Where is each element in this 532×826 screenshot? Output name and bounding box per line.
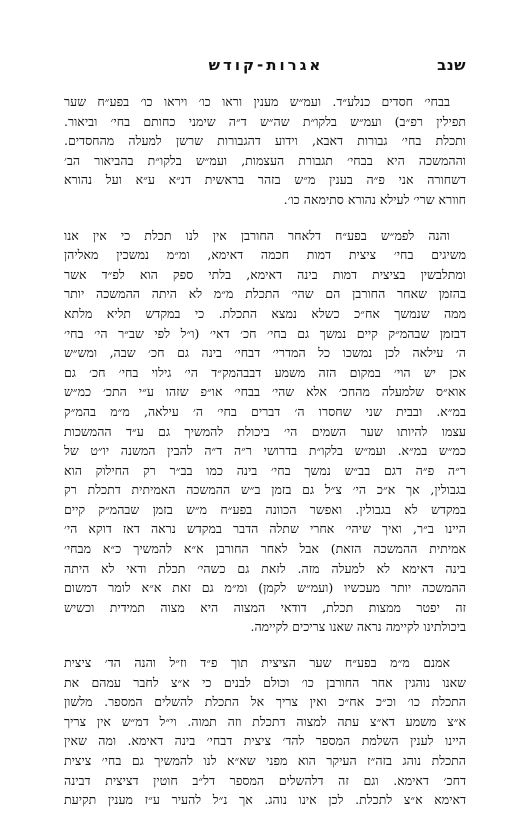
text-line: בגבולין, אך א״כ הי׳ צ״ל גם בזמן ב״ש ההמשכה האמיתית דתכלת רק [64,482,466,498]
paragraph-2 [64,226,466,637]
text-line: חוורא שרי׳ לעילא נהורא סתימאה כו׳. [283,191,466,207]
text-line: א״צ משמע דא״צ עתה למצוה דתכלת וזה תמוה. וי״ל דמ״ש אין צריך [64,713,466,729]
text-line: ותכלת בחי׳ גבורות דאבא, וידוע דהגבורות שרשן למעלה מהחסדים. [64,133,466,149]
text-line: היינו לענין השלמת המספר להד׳ ציצית דבחי׳ בינה דאימא. ומה שאין [64,733,466,749]
text-line: היינו ב״ר, ואיך שיהי׳ אחרי שתלה הדבר במקדש נראה דאז דוקא הי׳ [64,521,466,537]
text-line: ביכולתינו לקיימה נראה שאנו צריכים לקיימה. [250,619,466,635]
text-line: דשחורה אני פ״ה בענין מ״ש בזהר בראשית דנ״א ע״א ועל נהורא [64,172,466,188]
text-line: עצמו להיותו שער השמים הי׳ ביכולת להמשיך גם ע״ד ההמשכות [64,423,466,439]
text-line: במ״א. ובבית שני שחסרו ה׳ דברים בחי׳ ה׳ עילאה, מ״מ בהמ״ק [64,403,466,419]
text-line: בינה דאימא לא למעלה מזה. לזאת גם כשהי׳ תכלת ודאי לא היתה [64,560,466,576]
text-line: ההמשכה יותר מעכשיו (ועמ״ש לקמן) ומ״מ גם זאת א״א לומר דמשום [64,580,466,596]
text-line: וההמשכה היא בבחי׳ תגבורת העצמות, ועמ״ש בלקו״ת בהביאור הב׳ [64,152,466,168]
text-line: דבזמן שבהמ״ק קיים נמשך גם בחי׳ חכ׳ דאי׳ (ו״ל לפי שב״ר הי׳ בחי׳ [64,325,466,341]
text-line: אמיתית ההמשכה הזאת) אבל לאחר החורבן א״א להמשיך כ״א מבחי׳ [64,541,466,557]
text-line: שאנו נוהגין אחר החורבן כו׳ וכולם לבנים כי א״צ לחבר עמהם את [64,674,466,690]
text-line: זה יפטר ממצות תכלת, דודאי המצוה היא מצוה תמידית וכשיש [64,599,466,615]
text-line: דחכ׳ דאימא. וגם זה דלהשלים המספר דל״ב חוטין דציצית דבינה [64,772,466,788]
paragraph-3 [64,653,466,810]
text-line: דאימא א״צ לתכלת. לכן אינו נוהג. אך נ״ל להעיר ע״ז מענין תקיעת [64,792,466,808]
text-line: והנה לפמ״ש בפע״ח דלאחר החורבן אין לנו תכלת כי אין אנו [64,227,450,243]
text-line: בבחי׳ חסדים כנלע״ד. ועמ״ש מענין וראו כו׳ ויראו כו׳ בפע״ח שער [64,94,450,109]
text-line: ממה שנמשך אח״כ כשלא נמצא התכלת. כי במקדש תליא מלתא [64,305,466,321]
text-line: התכלת נוהג בזה״ז העיקר הוא מפני שא״א לנו להמשיך גם בחי׳ ציצית [64,753,466,768]
paragraph-1 [64,92,466,210]
text-line: בהזמן שאחר החורבן הם שהי׳ התכלת מ״מ לא היתה ההמשכה יותר [64,286,466,302]
text-line: תפילין רפ״ב) ועמ״ש בלקו״ת שה״ש ד״ה שימני כחותם בחי׳ וביאור. [64,113,466,129]
page-header [66,54,466,76]
running-title: אגרות-קודש [208,56,324,74]
text-line: אמנם מ״מ בפע״ח שער הציצית תוך פ״ד וז״ל והנה הד׳ ציצית [64,655,450,671]
text-line: אכן יש הוי׳ במקום הזה משמע דבבהמק״ד הי׳ גילוי בחי׳ חכ׳ גם [64,364,466,380]
text-line: משיגים בחי׳ ציצית דמות חכמה דאימא, ומ״מ נמשכין מאליהן [64,247,466,263]
text-line: ומתלבשין בציצית דמות בינה דאימא, בלתי ספק הוא לפ״ד אשר [64,266,466,282]
text-line: התכלת כו׳ וכ״כ אח״כ ואין צריך אל התכלת להשלים המספר. מלשון [64,694,466,710]
text-line: במקדש לא בגבולין. ואפשר הכוונה בפע״ח מ״ש בזמן שבהמ״ק קיים [64,501,466,517]
body-text [64,92,466,826]
page-number: שנב [437,56,466,74]
text-line: ה׳ עילאה לכן נמשכו כל המדרי׳ דבחי׳ בינה גם חכ׳ שבה, ומש״ש [64,345,466,361]
text-line: ר״ה פ״ה דגם בב״ש נמשך בחי׳ בינה כמו בב״ר רק החילוק הוא [64,462,466,478]
text-line: כמ״ש במ״א. ועמ״ש בלקו״ת בדרושי ר״ה ד״ה להבין המשנה יו״ט של [64,443,466,459]
text-line: אוא״ס שלמעלה מהחכ׳ אלא שהי׳ בבחי׳ או״פ שזהו ע״י התכ׳ כמ״ש [64,384,466,400]
